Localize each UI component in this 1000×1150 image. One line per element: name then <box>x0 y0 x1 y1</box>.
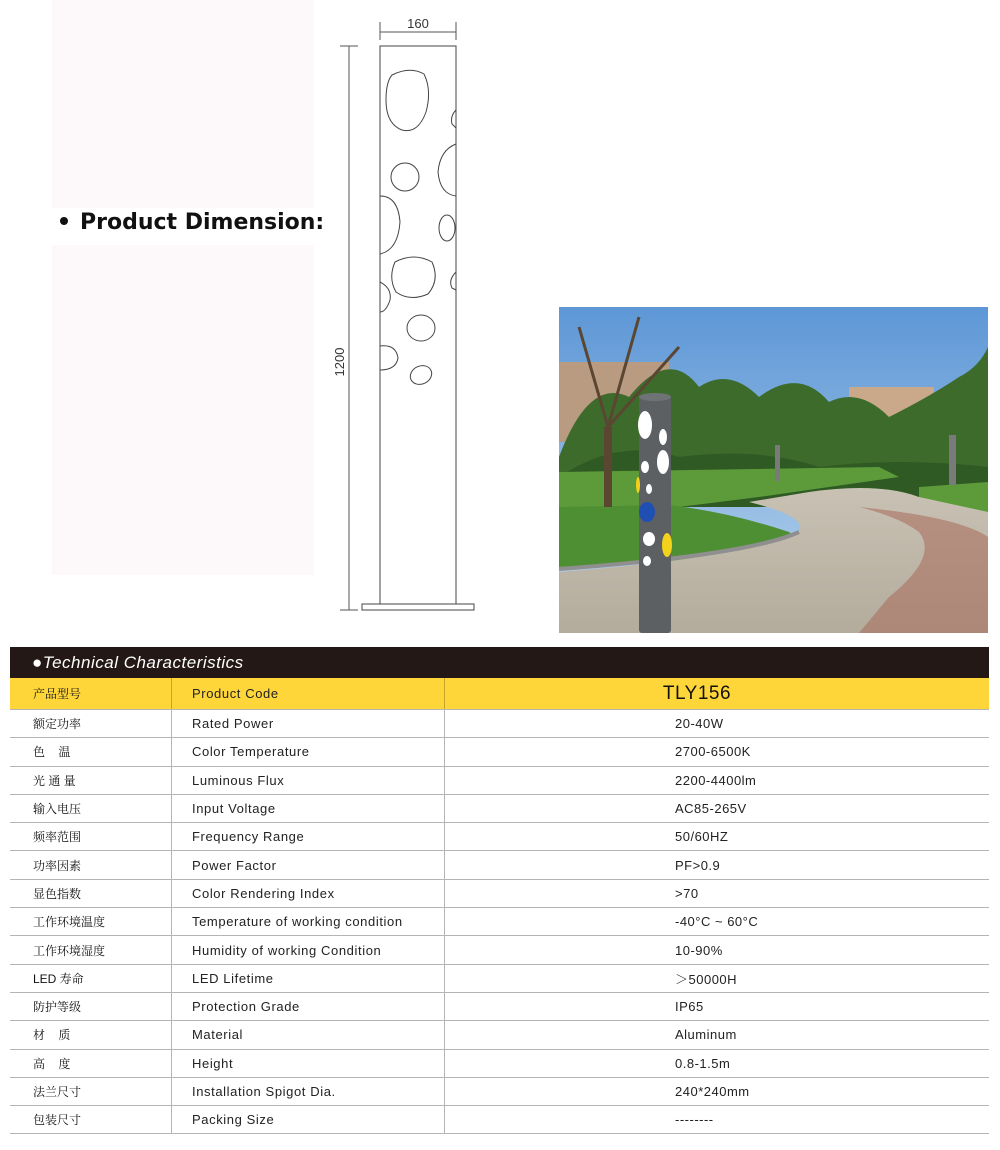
table-title: Technical Characteristics <box>42 653 244 672</box>
cell-cn: 显色指数 <box>10 880 172 907</box>
width-label: 160 <box>407 16 429 31</box>
cell-en: Protection Grade <box>172 993 445 1020</box>
cell-cn: 额定功率 <box>10 710 172 737</box>
cell-en: Packing Size <box>172 1106 445 1133</box>
table-row <box>10 710 989 738</box>
cell-value: Aluminum <box>675 1027 737 1043</box>
width-dimension <box>380 16 456 40</box>
cell-cn: 色 温 <box>10 738 172 765</box>
table-row <box>10 965 989 993</box>
cell-cn: 工作环境温度 <box>10 908 172 935</box>
cell-cn: 高 度 <box>10 1050 172 1077</box>
cell-cn: 输入电压 <box>10 795 172 822</box>
cell-value: 10-90% <box>675 942 723 958</box>
cell-value: AC85-265V <box>675 801 747 817</box>
cell-value: -40°C ~ 60°C <box>675 914 759 930</box>
cell-value: PF>0.9 <box>675 857 721 873</box>
table-row <box>10 1106 989 1134</box>
cell-value: 20-40W <box>675 716 724 732</box>
cell-en: Material <box>172 1021 445 1048</box>
cell-cn: 工作环境湿度 <box>10 936 172 963</box>
cell-en: Color Rendering Index <box>172 880 445 907</box>
cell-en: Frequency Range <box>172 823 445 850</box>
bullet-icon <box>60 217 68 225</box>
header-en: Product Code <box>172 678 445 709</box>
bullet-icon: ● <box>32 653 43 672</box>
spec-table <box>10 647 989 1134</box>
table-row <box>10 823 989 851</box>
cell-value: 240*240mm <box>675 1084 750 1099</box>
cell-cn: LED 寿命 <box>10 965 172 992</box>
cell-cn: 防护等级 <box>10 993 172 1020</box>
height-dimension <box>332 46 358 610</box>
pole-base <box>362 604 474 610</box>
dimension-heading <box>60 210 324 235</box>
cell-en: Height <box>172 1050 445 1077</box>
table-row <box>10 795 989 823</box>
cell-value: >70 <box>675 885 699 901</box>
cell-en: Temperature of working condition <box>172 908 445 935</box>
cell-cn: 功率因素 <box>10 851 172 878</box>
product-code-value: TLY156 <box>662 682 732 704</box>
table-row <box>10 738 989 766</box>
table-title-bar <box>10 647 989 678</box>
header-cn: 产品型号 <box>10 678 172 709</box>
cell-en: Input Voltage <box>172 795 445 822</box>
cell-en: Luminous Flux <box>172 767 445 794</box>
table-row <box>10 936 989 964</box>
cell-en: Installation Spigot Dia. <box>172 1078 445 1105</box>
cell-value: IP65 <box>675 999 704 1015</box>
pole-holes <box>380 70 456 388</box>
table-row <box>10 767 989 795</box>
table-body <box>10 710 989 1134</box>
cell-en: Power Factor <box>172 851 445 878</box>
cell-value: 0.8-1.5m <box>675 1055 731 1071</box>
table-header-row <box>10 678 989 710</box>
cell-value: 2200-4400lm <box>675 772 757 788</box>
cell-en: LED Lifetime <box>172 965 445 992</box>
landscape-photo-icon <box>559 307 988 633</box>
cell-cn: 法兰尺寸 <box>10 1078 172 1105</box>
cell-en: Rated Power <box>172 710 445 737</box>
cell-value: 2700-6500K <box>675 744 751 760</box>
table-row <box>10 880 989 908</box>
table-row <box>10 908 989 936</box>
table-row <box>10 1050 989 1078</box>
background-panel-top <box>52 0 314 208</box>
cell-value: 50/60HZ <box>675 829 729 845</box>
table-row <box>10 851 989 879</box>
installation-photo <box>559 307 988 633</box>
cell-cn: 频率范围 <box>10 823 172 850</box>
cell-en: Humidity of working Condition <box>172 936 445 963</box>
cell-cn: 材 质 <box>10 1021 172 1048</box>
cell-cn: 光 通 量 <box>10 767 172 794</box>
table-row <box>10 1078 989 1106</box>
table-row <box>10 1021 989 1049</box>
cell-en: Color Temperature <box>172 738 445 765</box>
pole-outline <box>380 46 456 604</box>
height-label: 1200 <box>332 347 347 377</box>
cell-cn: 包装尺寸 <box>10 1106 172 1133</box>
background-panel-bottom <box>52 245 314 575</box>
table-row <box>10 993 989 1021</box>
dimension-drawing <box>330 10 490 615</box>
cell-value: -------- <box>675 1112 714 1128</box>
cell-value: ＞50000H <box>675 971 738 987</box>
dimension-heading-text: Product Dimension: <box>80 210 325 235</box>
